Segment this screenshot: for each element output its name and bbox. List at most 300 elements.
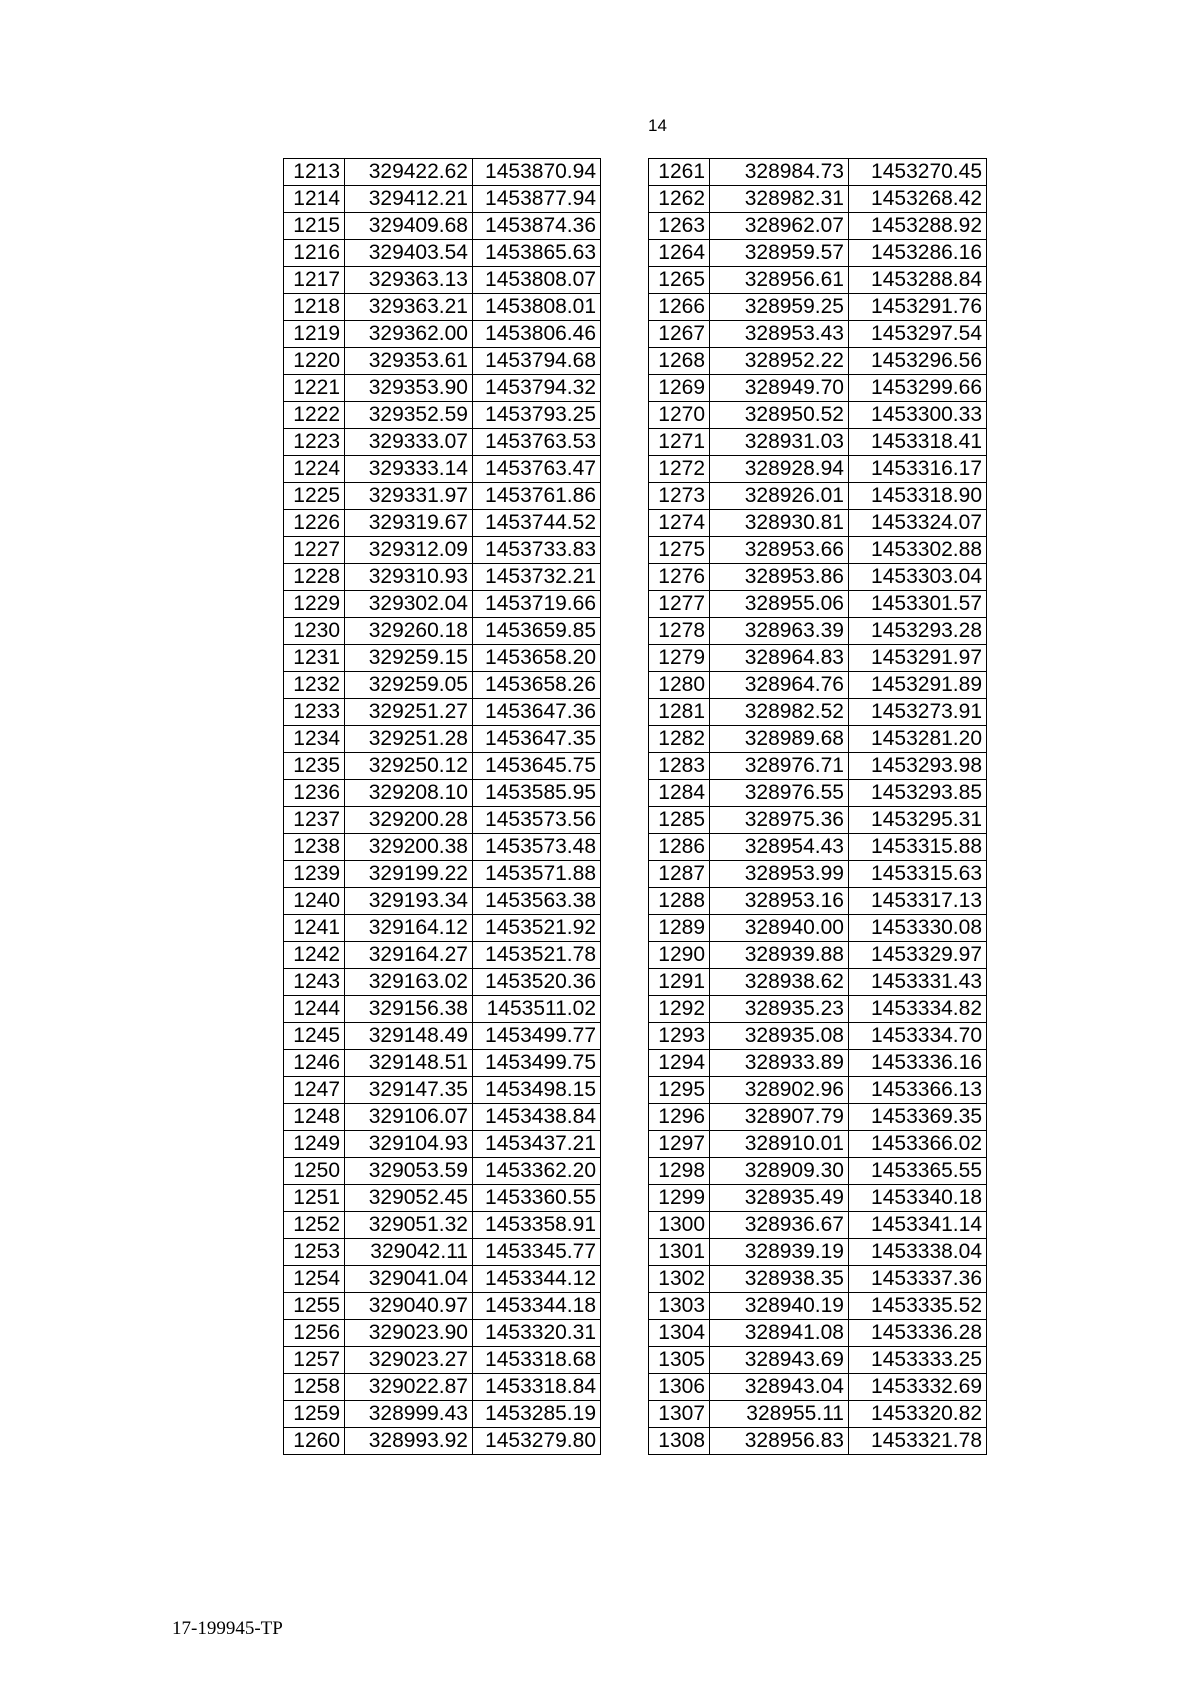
point-id-cell: 1232 <box>284 672 345 699</box>
y-coordinate-cell: 1453336.16 <box>849 1050 987 1077</box>
x-coordinate-cell: 329260.18 <box>345 618 473 645</box>
table-row <box>649 186 987 213</box>
x-coordinate-cell: 328940.00 <box>710 915 849 942</box>
point-id-cell: 1257 <box>284 1347 345 1374</box>
point-id-cell: 1223 <box>284 429 345 456</box>
table-row <box>284 888 601 915</box>
table-row <box>649 699 987 726</box>
x-coordinate-cell: 328976.55 <box>710 780 849 807</box>
y-coordinate-cell: 1453344.18 <box>473 1293 601 1320</box>
table-row <box>284 1320 601 1347</box>
table-row <box>284 213 601 240</box>
point-id-cell: 1259 <box>284 1401 345 1428</box>
point-id-cell: 1296 <box>649 1104 710 1131</box>
x-coordinate-cell: 329259.15 <box>345 645 473 672</box>
y-coordinate-cell: 1453337.36 <box>849 1266 987 1293</box>
table-row <box>284 402 601 429</box>
point-id-cell: 1305 <box>649 1347 710 1374</box>
x-coordinate-cell: 329412.21 <box>345 186 473 213</box>
y-coordinate-cell: 1453358.91 <box>473 1212 601 1239</box>
point-id-cell: 1283 <box>649 753 710 780</box>
table-row <box>284 348 601 375</box>
x-coordinate-cell: 328938.35 <box>710 1266 849 1293</box>
table-row <box>649 1266 987 1293</box>
y-coordinate-cell: 1453300.33 <box>849 402 987 429</box>
table-row <box>649 591 987 618</box>
x-coordinate-cell: 328953.43 <box>710 321 849 348</box>
table-row <box>649 1293 987 1320</box>
x-coordinate-cell: 328926.01 <box>710 483 849 510</box>
x-coordinate-cell: 329403.54 <box>345 240 473 267</box>
x-coordinate-cell: 328964.83 <box>710 645 849 672</box>
point-id-cell: 1255 <box>284 1293 345 1320</box>
point-id-cell: 1218 <box>284 294 345 321</box>
point-id-cell: 1230 <box>284 618 345 645</box>
table-row <box>284 294 601 321</box>
y-coordinate-cell: 1453794.32 <box>473 375 601 402</box>
y-coordinate-cell: 1453301.57 <box>849 591 987 618</box>
point-id-cell: 1224 <box>284 456 345 483</box>
table-row <box>649 537 987 564</box>
x-coordinate-cell: 329409.68 <box>345 213 473 240</box>
y-coordinate-cell: 1453744.52 <box>473 510 601 537</box>
point-id-cell: 1277 <box>649 591 710 618</box>
point-id-cell: 1221 <box>284 375 345 402</box>
point-id-cell: 1284 <box>649 780 710 807</box>
y-coordinate-cell: 1453647.36 <box>473 699 601 726</box>
table-row <box>649 780 987 807</box>
y-coordinate-cell: 1453291.89 <box>849 672 987 699</box>
y-coordinate-cell: 1453808.07 <box>473 267 601 294</box>
y-coordinate-cell: 1453366.02 <box>849 1131 987 1158</box>
x-coordinate-cell: 328982.52 <box>710 699 849 726</box>
y-coordinate-cell: 1453658.26 <box>473 672 601 699</box>
table-row <box>649 753 987 780</box>
y-coordinate-cell: 1453285.19 <box>473 1401 601 1428</box>
point-id-cell: 1262 <box>649 186 710 213</box>
point-id-cell: 1246 <box>284 1050 345 1077</box>
x-coordinate-cell: 328930.81 <box>710 510 849 537</box>
x-coordinate-cell: 328935.49 <box>710 1185 849 1212</box>
y-coordinate-cell: 1453318.84 <box>473 1374 601 1401</box>
table-row <box>649 348 987 375</box>
table-row <box>284 510 601 537</box>
table-row <box>649 375 987 402</box>
y-coordinate-cell: 1453877.94 <box>473 186 601 213</box>
point-id-cell: 1293 <box>649 1023 710 1050</box>
x-coordinate-cell: 329319.67 <box>345 510 473 537</box>
table-row <box>649 996 987 1023</box>
x-coordinate-cell: 328949.70 <box>710 375 849 402</box>
x-coordinate-cell: 329040.97 <box>345 1293 473 1320</box>
y-coordinate-cell: 1453320.82 <box>849 1401 987 1428</box>
x-coordinate-cell: 329352.59 <box>345 402 473 429</box>
x-coordinate-cell: 329193.34 <box>345 888 473 915</box>
y-coordinate-cell: 1453719.66 <box>473 591 601 618</box>
table-row <box>284 1212 601 1239</box>
point-id-cell: 1308 <box>649 1428 710 1455</box>
x-coordinate-cell: 329023.90 <box>345 1320 473 1347</box>
y-coordinate-cell: 1453659.85 <box>473 618 601 645</box>
table-row <box>284 429 601 456</box>
point-id-cell: 1236 <box>284 780 345 807</box>
x-coordinate-cell: 329200.28 <box>345 807 473 834</box>
point-id-cell: 1268 <box>649 348 710 375</box>
point-id-cell: 1249 <box>284 1131 345 1158</box>
table-row <box>284 1374 601 1401</box>
x-coordinate-cell: 329208.10 <box>345 780 473 807</box>
x-coordinate-cell: 329331.97 <box>345 483 473 510</box>
x-coordinate-cell: 329156.38 <box>345 996 473 1023</box>
x-coordinate-cell: 328943.69 <box>710 1347 849 1374</box>
y-coordinate-cell: 1453320.31 <box>473 1320 601 1347</box>
table-row <box>284 861 601 888</box>
point-id-cell: 1302 <box>649 1266 710 1293</box>
table-row <box>284 1023 601 1050</box>
y-coordinate-cell: 1453499.77 <box>473 1023 601 1050</box>
table-row <box>284 1131 601 1158</box>
table-row <box>649 564 987 591</box>
table-row <box>649 1320 987 1347</box>
table-row <box>649 510 987 537</box>
point-id-cell: 1245 <box>284 1023 345 1050</box>
x-coordinate-cell: 329041.04 <box>345 1266 473 1293</box>
point-id-cell: 1267 <box>649 321 710 348</box>
y-coordinate-cell: 1453293.85 <box>849 780 987 807</box>
y-coordinate-cell: 1453340.18 <box>849 1185 987 1212</box>
point-id-cell: 1225 <box>284 483 345 510</box>
x-coordinate-cell: 328954.43 <box>710 834 849 861</box>
table-row <box>284 969 601 996</box>
y-coordinate-cell: 1453331.43 <box>849 969 987 996</box>
y-coordinate-cell: 1453334.70 <box>849 1023 987 1050</box>
x-coordinate-cell: 329164.27 <box>345 942 473 969</box>
x-coordinate-cell: 329163.02 <box>345 969 473 996</box>
table-row <box>284 726 601 753</box>
y-coordinate-cell: 1453273.91 <box>849 699 987 726</box>
y-coordinate-cell: 1453296.56 <box>849 348 987 375</box>
point-id-cell: 1303 <box>649 1293 710 1320</box>
y-coordinate-cell: 1453806.46 <box>473 321 601 348</box>
point-id-cell: 1289 <box>649 915 710 942</box>
x-coordinate-cell: 329147.35 <box>345 1077 473 1104</box>
point-id-cell: 1231 <box>284 645 345 672</box>
table-row <box>649 1185 987 1212</box>
point-id-cell: 1301 <box>649 1239 710 1266</box>
point-id-cell: 1240 <box>284 888 345 915</box>
y-coordinate-cell: 1453335.52 <box>849 1293 987 1320</box>
x-coordinate-cell: 328955.11 <box>710 1401 849 1428</box>
y-coordinate-cell: 1453808.01 <box>473 294 601 321</box>
table-row <box>649 483 987 510</box>
x-coordinate-cell: 328982.31 <box>710 186 849 213</box>
table-row <box>649 861 987 888</box>
y-coordinate-cell: 1453318.41 <box>849 429 987 456</box>
table-row <box>284 915 601 942</box>
x-coordinate-cell: 329023.27 <box>345 1347 473 1374</box>
point-id-cell: 1248 <box>284 1104 345 1131</box>
point-id-cell: 1294 <box>649 1050 710 1077</box>
table-row <box>649 969 987 996</box>
x-coordinate-cell: 329052.45 <box>345 1185 473 1212</box>
y-coordinate-cell: 1453297.54 <box>849 321 987 348</box>
y-coordinate-cell: 1453268.42 <box>849 186 987 213</box>
point-id-cell: 1234 <box>284 726 345 753</box>
table-row <box>649 429 987 456</box>
table-row <box>649 240 987 267</box>
x-coordinate-cell: 328936.67 <box>710 1212 849 1239</box>
x-coordinate-cell: 328910.01 <box>710 1131 849 1158</box>
x-coordinate-cell: 328939.88 <box>710 942 849 969</box>
x-coordinate-cell: 329422.62 <box>345 159 473 186</box>
point-id-cell: 1282 <box>649 726 710 753</box>
x-coordinate-cell: 329104.93 <box>345 1131 473 1158</box>
point-id-cell: 1306 <box>649 1374 710 1401</box>
page-number: 14 <box>648 116 667 135</box>
point-id-cell: 1226 <box>284 510 345 537</box>
y-coordinate-cell: 1453658.20 <box>473 645 601 672</box>
y-coordinate-cell: 1453332.69 <box>849 1374 987 1401</box>
x-coordinate-cell: 328935.23 <box>710 996 849 1023</box>
x-coordinate-cell: 329042.11 <box>345 1239 473 1266</box>
point-id-cell: 1243 <box>284 969 345 996</box>
y-coordinate-cell: 1453437.21 <box>473 1131 601 1158</box>
x-coordinate-cell: 329302.04 <box>345 591 473 618</box>
x-coordinate-cell: 328938.62 <box>710 969 849 996</box>
table-row <box>649 942 987 969</box>
y-coordinate-cell: 1453794.68 <box>473 348 601 375</box>
x-coordinate-cell: 329051.32 <box>345 1212 473 1239</box>
point-id-cell: 1247 <box>284 1077 345 1104</box>
point-id-cell: 1254 <box>284 1266 345 1293</box>
table-row <box>649 726 987 753</box>
point-id-cell: 1292 <box>649 996 710 1023</box>
x-coordinate-cell: 328953.99 <box>710 861 849 888</box>
x-coordinate-cell: 329353.90 <box>345 375 473 402</box>
table-row <box>284 1347 601 1374</box>
x-coordinate-cell: 328950.52 <box>710 402 849 429</box>
table-row <box>284 1185 601 1212</box>
table-row <box>284 1293 601 1320</box>
x-coordinate-cell: 328902.96 <box>710 1077 849 1104</box>
y-coordinate-cell: 1453365.55 <box>849 1158 987 1185</box>
x-coordinate-cell: 328976.71 <box>710 753 849 780</box>
y-coordinate-cell: 1453288.92 <box>849 213 987 240</box>
y-coordinate-cell: 1453341.14 <box>849 1212 987 1239</box>
y-coordinate-cell: 1453281.20 <box>849 726 987 753</box>
table-row <box>284 240 601 267</box>
x-coordinate-cell: 328943.04 <box>710 1374 849 1401</box>
point-id-cell: 1260 <box>284 1428 345 1455</box>
x-coordinate-cell: 328953.66 <box>710 537 849 564</box>
point-id-cell: 1275 <box>649 537 710 564</box>
point-id-cell: 1261 <box>649 159 710 186</box>
point-id-cell: 1222 <box>284 402 345 429</box>
x-coordinate-cell: 328907.79 <box>710 1104 849 1131</box>
x-coordinate-cell: 328955.06 <box>710 591 849 618</box>
point-id-cell: 1250 <box>284 1158 345 1185</box>
y-coordinate-cell: 1453870.94 <box>473 159 601 186</box>
point-id-cell: 1307 <box>649 1401 710 1428</box>
table-row <box>649 1158 987 1185</box>
point-id-cell: 1251 <box>284 1185 345 1212</box>
coordinate-table-left <box>283 158 601 1455</box>
y-coordinate-cell: 1453585.95 <box>473 780 601 807</box>
y-coordinate-cell: 1453573.48 <box>473 834 601 861</box>
x-coordinate-cell: 328953.16 <box>710 888 849 915</box>
y-coordinate-cell: 1453438.84 <box>473 1104 601 1131</box>
table-row <box>284 1077 601 1104</box>
table-row <box>649 1131 987 1158</box>
point-id-cell: 1298 <box>649 1158 710 1185</box>
table-row <box>649 1212 987 1239</box>
x-coordinate-cell: 329164.12 <box>345 915 473 942</box>
x-coordinate-cell: 328935.08 <box>710 1023 849 1050</box>
table-row <box>649 915 987 942</box>
y-coordinate-cell: 1453366.13 <box>849 1077 987 1104</box>
table-row <box>284 537 601 564</box>
point-id-cell: 1258 <box>284 1374 345 1401</box>
y-coordinate-cell: 1453279.80 <box>473 1428 601 1455</box>
point-id-cell: 1288 <box>649 888 710 915</box>
table-row <box>284 1239 601 1266</box>
x-coordinate-cell: 329251.28 <box>345 726 473 753</box>
y-coordinate-cell: 1453286.16 <box>849 240 987 267</box>
table-row <box>284 699 601 726</box>
table-row <box>649 1401 987 1428</box>
point-id-cell: 1295 <box>649 1077 710 1104</box>
y-coordinate-cell: 1453295.31 <box>849 807 987 834</box>
point-id-cell: 1271 <box>649 429 710 456</box>
point-id-cell: 1214 <box>284 186 345 213</box>
x-coordinate-cell: 329363.21 <box>345 294 473 321</box>
x-coordinate-cell: 329333.07 <box>345 429 473 456</box>
point-id-cell: 1274 <box>649 510 710 537</box>
point-id-cell: 1299 <box>649 1185 710 1212</box>
point-id-cell: 1273 <box>649 483 710 510</box>
y-coordinate-cell: 1453563.38 <box>473 888 601 915</box>
table-row <box>284 159 601 186</box>
y-coordinate-cell: 1453344.12 <box>473 1266 601 1293</box>
point-id-cell: 1228 <box>284 564 345 591</box>
x-coordinate-cell: 329148.51 <box>345 1050 473 1077</box>
x-coordinate-cell: 328953.86 <box>710 564 849 591</box>
x-coordinate-cell: 328909.30 <box>710 1158 849 1185</box>
point-id-cell: 1263 <box>649 213 710 240</box>
point-id-cell: 1235 <box>284 753 345 780</box>
y-coordinate-cell: 1453511.02 <box>473 996 601 1023</box>
y-coordinate-cell: 1453874.36 <box>473 213 601 240</box>
table-row <box>284 564 601 591</box>
x-coordinate-cell: 329333.14 <box>345 456 473 483</box>
point-id-cell: 1252 <box>284 1212 345 1239</box>
table-row <box>649 807 987 834</box>
x-coordinate-cell: 329310.93 <box>345 564 473 591</box>
x-coordinate-cell: 329250.12 <box>345 753 473 780</box>
table-row <box>284 186 601 213</box>
table-row <box>649 1077 987 1104</box>
x-coordinate-cell: 329022.87 <box>345 1374 473 1401</box>
y-coordinate-cell: 1453499.75 <box>473 1050 601 1077</box>
y-coordinate-cell: 1453321.78 <box>849 1428 987 1455</box>
point-id-cell: 1297 <box>649 1131 710 1158</box>
x-coordinate-cell: 328931.03 <box>710 429 849 456</box>
point-id-cell: 1253 <box>284 1239 345 1266</box>
y-coordinate-cell: 1453521.92 <box>473 915 601 942</box>
table-row <box>649 294 987 321</box>
coordinate-table-right <box>648 158 987 1455</box>
table-row <box>649 1023 987 1050</box>
y-coordinate-cell: 1453303.04 <box>849 564 987 591</box>
point-id-cell: 1215 <box>284 213 345 240</box>
point-id-cell: 1276 <box>649 564 710 591</box>
point-id-cell: 1265 <box>649 267 710 294</box>
y-coordinate-cell: 1453316.17 <box>849 456 987 483</box>
point-id-cell: 1219 <box>284 321 345 348</box>
point-id-cell: 1266 <box>649 294 710 321</box>
table-row <box>284 753 601 780</box>
x-coordinate-cell: 329353.61 <box>345 348 473 375</box>
table-row <box>284 267 601 294</box>
x-coordinate-cell: 329362.00 <box>345 321 473 348</box>
table-row <box>649 834 987 861</box>
x-coordinate-cell: 329106.07 <box>345 1104 473 1131</box>
x-coordinate-cell: 328956.61 <box>710 267 849 294</box>
point-id-cell: 1304 <box>649 1320 710 1347</box>
table-row <box>649 159 987 186</box>
x-coordinate-cell: 328952.22 <box>710 348 849 375</box>
point-id-cell: 1217 <box>284 267 345 294</box>
point-id-cell: 1279 <box>649 645 710 672</box>
x-coordinate-cell: 328975.36 <box>710 807 849 834</box>
x-coordinate-cell: 328933.89 <box>710 1050 849 1077</box>
y-coordinate-cell: 1453291.97 <box>849 645 987 672</box>
table-row <box>649 1239 987 1266</box>
y-coordinate-cell: 1453334.82 <box>849 996 987 1023</box>
point-id-cell: 1237 <box>284 807 345 834</box>
table-row <box>649 645 987 672</box>
point-id-cell: 1238 <box>284 834 345 861</box>
x-coordinate-cell: 328984.73 <box>710 159 849 186</box>
y-coordinate-cell: 1453498.15 <box>473 1077 601 1104</box>
table-row <box>649 456 987 483</box>
table-row <box>649 1104 987 1131</box>
y-coordinate-cell: 1453302.88 <box>849 537 987 564</box>
y-coordinate-cell: 1453369.35 <box>849 1104 987 1131</box>
x-coordinate-cell: 329363.13 <box>345 267 473 294</box>
table-row <box>284 618 601 645</box>
point-id-cell: 1272 <box>649 456 710 483</box>
x-coordinate-cell: 328963.39 <box>710 618 849 645</box>
x-coordinate-cell: 328939.19 <box>710 1239 849 1266</box>
point-id-cell: 1285 <box>649 807 710 834</box>
point-id-cell: 1300 <box>649 1212 710 1239</box>
point-id-cell: 1244 <box>284 996 345 1023</box>
y-coordinate-cell: 1453360.55 <box>473 1185 601 1212</box>
table-row <box>284 1266 601 1293</box>
table-row <box>649 1050 987 1077</box>
point-id-cell: 1264 <box>649 240 710 267</box>
table-row <box>284 591 601 618</box>
table-row <box>284 1158 601 1185</box>
point-id-cell: 1256 <box>284 1320 345 1347</box>
point-id-cell: 1286 <box>649 834 710 861</box>
x-coordinate-cell: 328999.43 <box>345 1401 473 1428</box>
point-id-cell: 1291 <box>649 969 710 996</box>
y-coordinate-cell: 1453299.66 <box>849 375 987 402</box>
table-row <box>649 321 987 348</box>
y-coordinate-cell: 1453645.75 <box>473 753 601 780</box>
